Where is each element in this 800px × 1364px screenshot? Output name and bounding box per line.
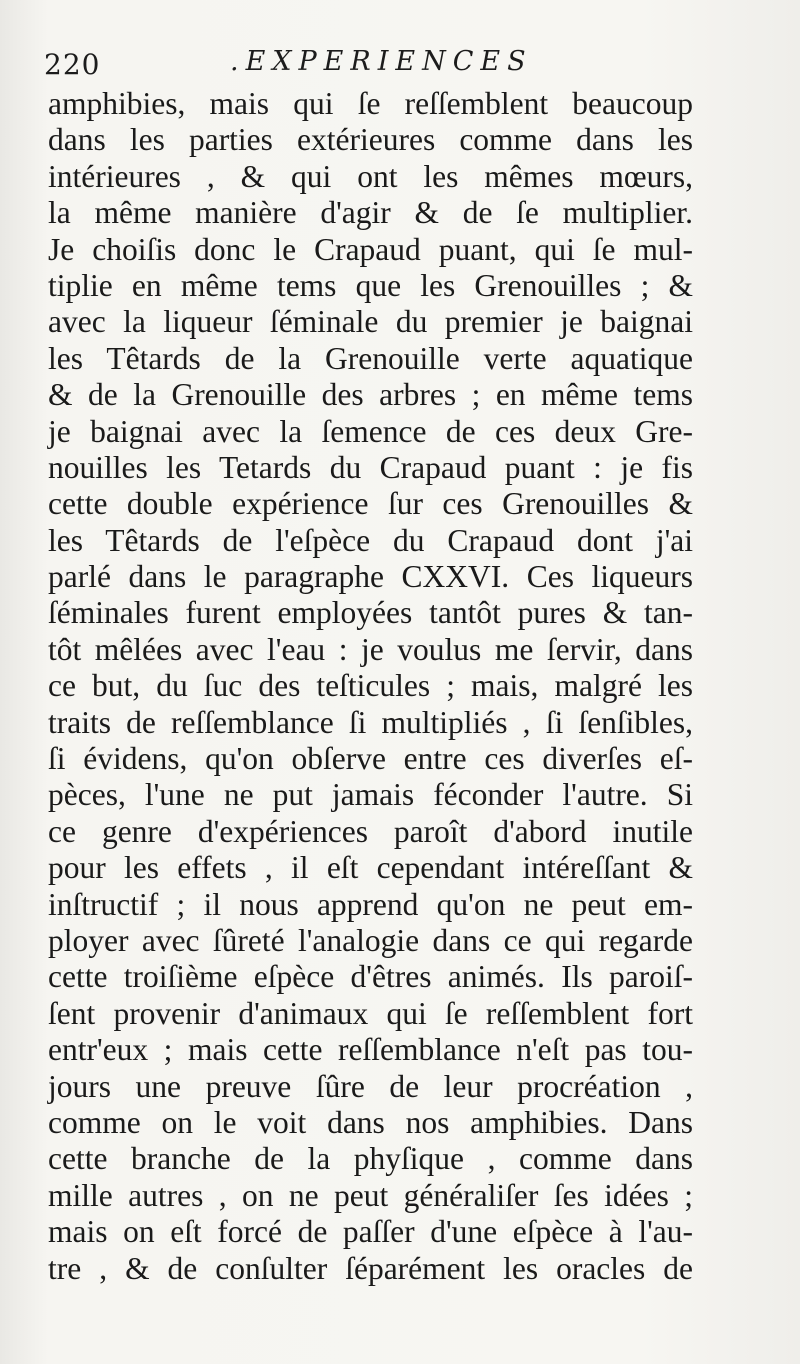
text-line: intérieures , & qui ont les mêmes mœurs, <box>48 158 693 194</box>
text-line: nouilles les Tetards du Crapaud puant : je fis <box>48 449 693 485</box>
text-line: dans les parties extérieures comme dans les <box>48 122 693 158</box>
text-line: tiplie en même tems que les Grenouilles ; & <box>48 267 693 303</box>
text-line: mille autres , on ne peut généraliſer ſes idées ; <box>48 1177 693 1213</box>
text-line: cette troiſième eſpèce d'êtres animés. Ils paroiſ- <box>48 959 693 995</box>
text-line: inſtructif ; il nous apprend qu'on ne peut em- <box>48 886 693 922</box>
body-text <box>48 86 693 1287</box>
text-line: pour les effets , il eſt cependant intéreſſant & <box>48 850 693 886</box>
text-line: je baignai avec la ſemence de ces deux Gre- <box>48 413 693 449</box>
text-line: Je choiſis donc le Crapaud puant, qui ſe mul- <box>48 231 693 267</box>
running-head: .EXPERIENCES <box>230 46 533 77</box>
page-header <box>44 44 744 84</box>
text-line: les Têtards de la Grenouille verte aquatique <box>48 340 693 376</box>
text-line: cette double expérience ſur ces Grenouilles & <box>48 486 693 522</box>
text-line: & de la Grenouille des arbres ; en même tems <box>48 377 693 413</box>
text-line: ſent provenir d'animaux qui ſe reſſemblent fort <box>48 995 693 1031</box>
text-line: parlé dans le paragraphe CXXVI. Ces liqueurs <box>48 559 693 595</box>
text-line: ſéminales furent employées tantôt pures & tan- <box>48 595 693 631</box>
text-line: mais on eſt forcé de paſſer d'une eſpèce à l'au- <box>48 1214 693 1250</box>
text-line: traits de reſſemblance ſi multipliés , ſi ſenſibles, <box>48 704 693 740</box>
text-line: pèces, l'une ne put jamais féconder l'autre. Si <box>48 777 693 813</box>
text-line: ployer avec ſûreté l'analogie dans ce qui regarde <box>48 922 693 958</box>
text-line: tôt mêlées avec l'eau : je voulus me ſervir, dans <box>48 631 693 667</box>
text-line: amphibies, mais qui ſe reſſemblent beaucoup <box>48 86 693 121</box>
text-line: ſi évidens, qu'on obſerve entre ces diverſes eſ- <box>48 741 693 777</box>
text-line: avec la liqueur ſéminale du premier je baignai <box>48 304 693 340</box>
text-line: tre , & de conſulter ſéparément les oracles de <box>48 1250 693 1286</box>
text-line: ce but, du ſuc des teſticules ; mais, malgré les <box>48 668 693 704</box>
text-line: comme on le voit dans nos amphibies. Dans <box>48 1104 693 1140</box>
text-line: les Têtards de l'eſpèce du Crapaud dont j'ai <box>48 522 693 558</box>
text-line: la même manière d'agir & de ſe multiplier. <box>48 195 693 231</box>
text-line: cette branche de la phyſique , comme dans <box>48 1141 693 1177</box>
text-line: ce genre d'expériences paroît d'abord inutile <box>48 813 693 849</box>
page-number: 220 <box>44 48 101 81</box>
text-line: entr'eux ; mais cette reſſemblance n'eſt pas tou- <box>48 1032 693 1068</box>
text-line: jours une preuve ſûre de leur procréation , <box>48 1068 693 1104</box>
